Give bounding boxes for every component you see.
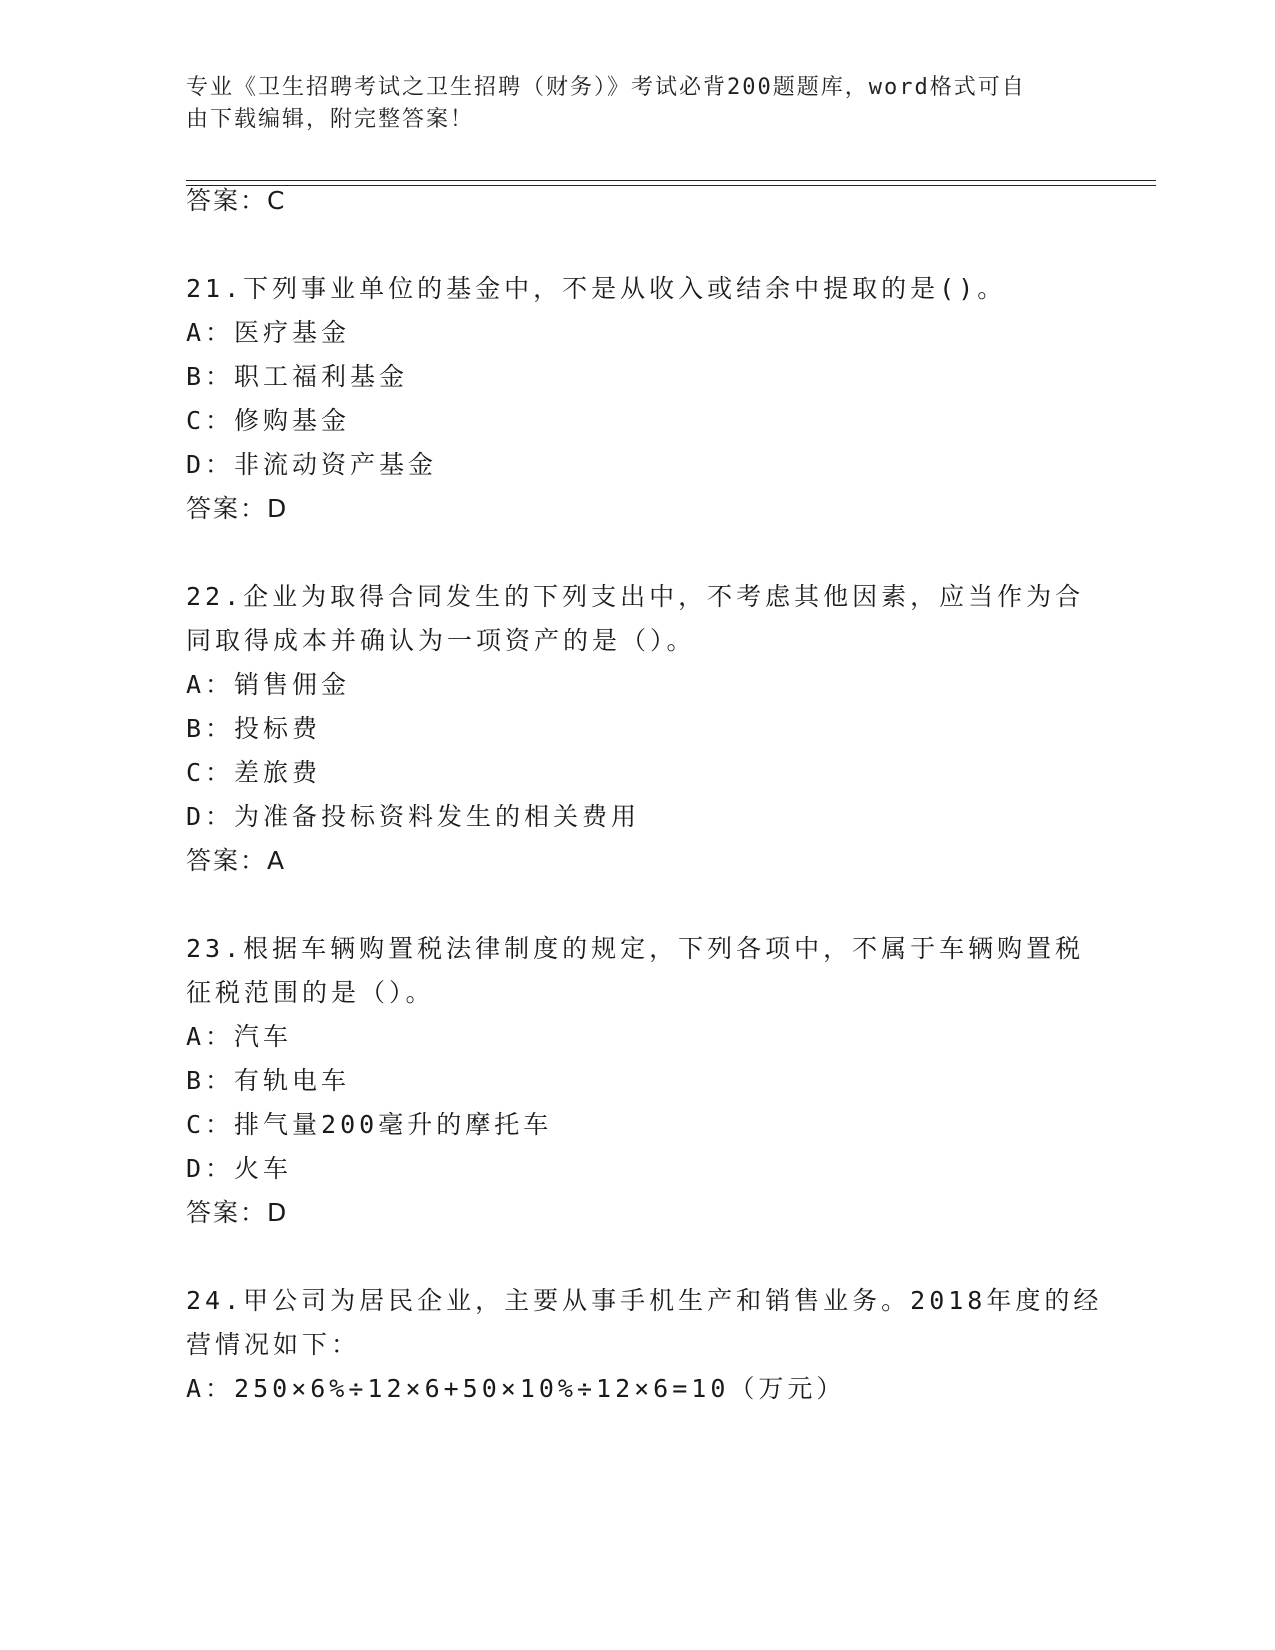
header-line-1: 专业《卫生招聘考试之卫生招聘（财务）》考试必背200题题库，word格式可自 xyxy=(186,75,1026,100)
previous-answer: 答案：C xyxy=(186,186,287,215)
question-23-option-b: B：有轨电车 xyxy=(186,1066,351,1095)
question-23-option-a: A：汽车 xyxy=(186,1022,293,1051)
question-21-option-d: D：非流动资产基金 xyxy=(186,450,438,479)
question-21-option-a: A：医疗基金 xyxy=(186,318,351,347)
question-23-option-d: D：火车 xyxy=(186,1154,293,1183)
question-24-option-a: A：250×6%÷12×6+50×10%÷12×6=10（万元） xyxy=(186,1374,846,1403)
question-22-stem-line-2: 同取得成本并确认为一项资产的是（）。 xyxy=(186,626,696,655)
question-23-option-c: C：排气量200毫升的摩托车 xyxy=(186,1110,553,1139)
question-24-stem-line-1: 24.甲公司为居民企业，主要从事手机生产和销售业务。2018年度的经 xyxy=(186,1286,1103,1315)
header-line-2: 由下载编辑，附完整答案！ xyxy=(186,107,475,132)
question-23-stem-line-2: 征税范围的是（）。 xyxy=(186,978,435,1007)
question-22-option-a: A：销售佣金 xyxy=(186,670,351,699)
question-22-answer: 答案：A xyxy=(186,846,287,875)
question-21-option-b: B：职工福利基金 xyxy=(186,362,409,391)
question-24-stem-line-2: 营情况如下： xyxy=(186,1330,361,1359)
question-21-answer: 答案：D xyxy=(186,494,289,523)
header-divider-bottom xyxy=(186,185,1156,186)
question-22-option-b: B：投标费 xyxy=(186,714,322,743)
question-22-option-d: D：为准备投标资料发生的相关费用 xyxy=(186,802,641,831)
document-header xyxy=(186,72,1066,136)
question-23-answer: 答案：D xyxy=(186,1198,289,1227)
question-23-stem-line-1: 23.根据车辆购置税法律制度的规定，下列各项中，不属于车辆购置税 xyxy=(186,934,1085,963)
question-21-option-c: C：修购基金 xyxy=(186,406,351,435)
question-21-stem: 21.下列事业单位的基金中，不是从收入或结余中提取的是()。 xyxy=(186,274,1007,303)
question-22-option-c: C：差旅费 xyxy=(186,758,322,787)
question-22-stem-line-1: 22.企业为取得合同发生的下列支出中，不考虑其他因素，应当作为合 xyxy=(186,582,1085,611)
header-divider-top xyxy=(186,180,1156,181)
